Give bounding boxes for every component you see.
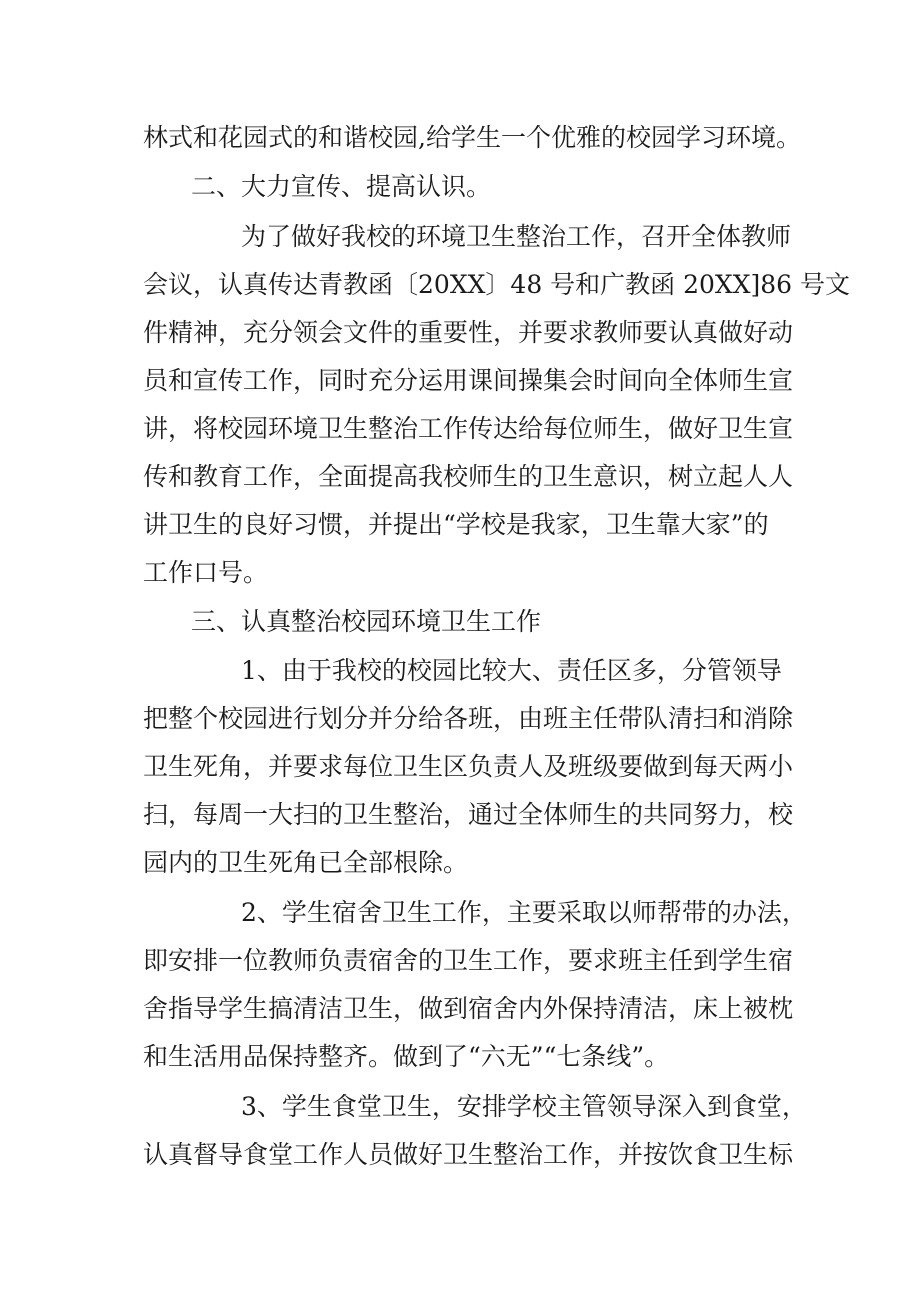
text-line: 认真督导食堂工作人员做好卫生整治工作，并按饮食卫生标 xyxy=(143,1140,794,1169)
text-line: 为了做好我校的环境卫生整治工作，召开全体教师 xyxy=(241,222,792,251)
text-line: 卫生死角，并要求每位卫生区负责人及班级要做到每天两小 xyxy=(143,752,794,781)
section-heading: 三、认真整治校园环境卫生工作 xyxy=(191,607,542,636)
section-heading: 二、大力宣传、提高认识。 xyxy=(191,172,492,201)
text-line: 和生活用品保持整齐。做到了“六无”“七条线”。 xyxy=(143,1042,670,1071)
text-line: 园内的卫生死角已全部根除。 xyxy=(143,848,469,877)
text-line: 讲，将校园环境卫生整治工作传达给每位师生，做好卫生宣 xyxy=(143,414,794,443)
text-line: 即安排一位教师负责宿舍的卫生工作，要求班主任到学生宿 xyxy=(143,946,794,975)
text-line: 讲卫生的良好习惯，并提出“学校是我家，卫生靠大家”的 xyxy=(143,510,769,539)
text-line: 1、由于我校的校园比较大、责任区多，分管领导 xyxy=(241,656,782,685)
text-line: 件精神，充分领会文件的重要性，并要求教师要认真做好动 xyxy=(143,318,794,347)
text-line: 林式和花园式的和谐校园,给学生一个优雅的校园学习环境。 xyxy=(143,123,801,152)
text-line: 舍指导学生搞清洁卫生，做到宿舍内外保持清洁，床上被枕 xyxy=(143,994,794,1023)
text-line: 会议，认真传达青教函〔20XX〕48 号和广教函 20XX]86 号文 xyxy=(143,270,851,299)
text-line: 工作口号。 xyxy=(143,558,269,587)
text-line: 传和教育工作，全面提高我校师生的卫生意识，树立起人人 xyxy=(143,462,794,491)
text-line: 3、学生食堂卫生，安排学校主管领导深入到食堂， xyxy=(241,1092,807,1121)
text-line: 扫，每周一大扫的卫生整治，通过全体师生的共同努力，校 xyxy=(143,800,794,829)
text-line: 2、学生宿舍卫生工作，主要采取以师帮带的办法， xyxy=(241,898,807,927)
text-line: 员和宣传工作，同时充分运用课间操集会时间向全体师生宣 xyxy=(143,366,794,395)
text-line: 把整个校园进行划分并分给各班，由班主任带队清扫和消除 xyxy=(143,704,794,733)
